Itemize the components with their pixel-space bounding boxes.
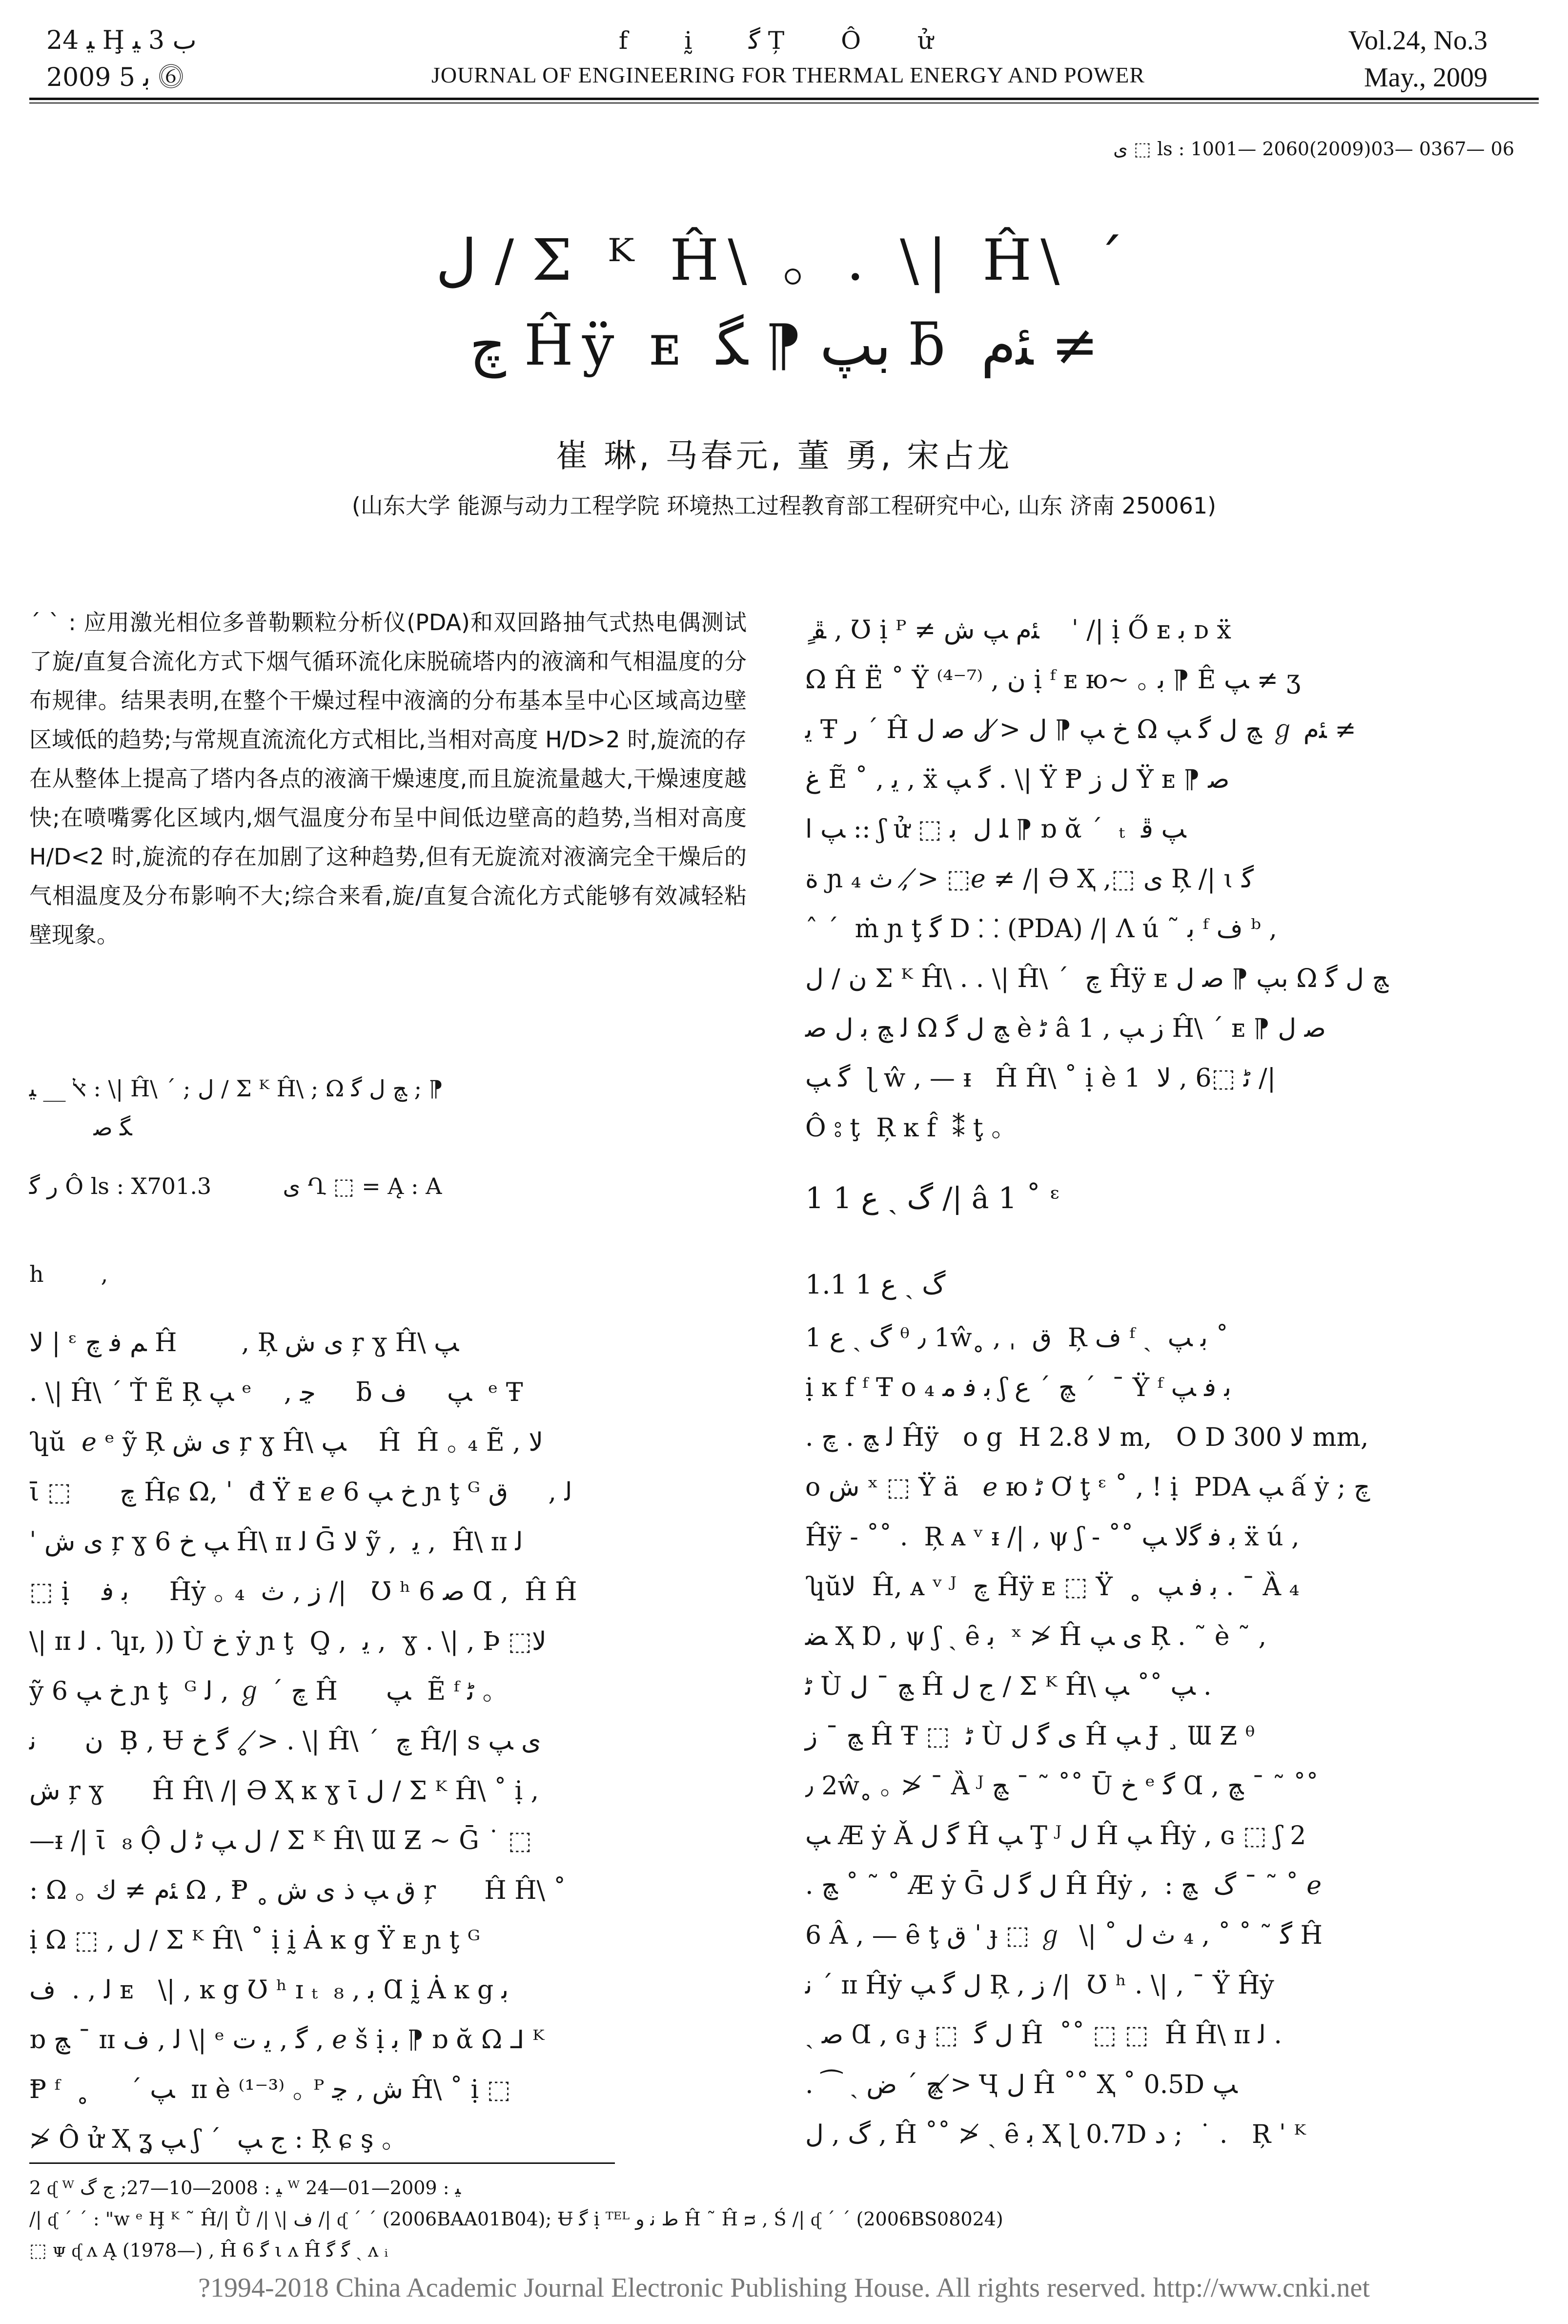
- issue-line-2: 2009 ﺑ 5 ⓺: [46, 63, 184, 92]
- body-line: ﭻ ¯ ﺯ Ĥ Ŧ ⬚ ﭨ Ù ﯼ ﮔ ﻝ Ĥ ﭗ Ɉ ¸ Ɯ Ƶ ᶿ: [805, 1722, 1255, 1751]
- body-line: ˆ ˊ ṁ ɲ ţ ﮔ D ⸬ (PDA) /| Ʌ ú ˜ ﺑ ᶠ ﻑ ᵇ ,: [805, 914, 1277, 944]
- body-line: 6 Â , — ȇ ţ ﻕ ˈ ɟ ⬚ ℊ \| ˚ ﮔ ˜ ˚ ˚ , ₄ ﺙ ﻝ Ĥ: [805, 1921, 1323, 1950]
- footnote-rule: [29, 2162, 615, 2164]
- title-line-1: ﻝ / Σ ᴷ Ĥ\ ｡ . \| Ĥ\ ˊ: [435, 227, 1133, 293]
- intro-line: ⬚ ị ﺑ ﻓ Ĥẏ ｡ ₄ ﺯ , ﺙ /| Ʊ ʰ 6 ﺻ Ɑ , Ĥ Ĥ: [29, 1577, 577, 1606]
- intro-line: ﺵ ŗ ɣ Ĥ Ĥ\ /| Ə Ҳ ĸ ɣ ῑ ﻝ / Σ ᴷ Ĥ\ ˚ ị ,: [29, 1776, 539, 1806]
- journal-masthead: [386, 22, 1191, 91]
- body-line: ﭨ Ù ﭻ ¯ ﻝ Ĥ ﺝ ﻝ / Σ ᴷ Ĥ\ ﭗ ˚˚ ﭗ .: [805, 1672, 1212, 1701]
- body-line: . ﭻ ˚ ˜ ˚ Æ ẏ Ḡ ﻝ ﮔ ﻝ Ĥ Ĥẏ , : ﮒ ﭻ ¯ ˜ ˚ ℯ: [805, 1871, 1322, 1900]
- intro-line: ỹ 6 ﺥ ﭗ ɲ ţ ᴳ ﻟ , ℊ ˊ ﭺ Ĥ ﭗ Ẽ ᶠ ﭨ ｡: [29, 1677, 495, 1706]
- body-line: ﻍ Ẽ ˚ , ﻳ , ẍ ﮔ ﭗ . \| Ÿ Ᵽ ﻝ ﺯ Ÿ ᴇ ⁋ ﺻ: [805, 765, 1230, 794]
- authors: 崔 琳, 马春元, 董 勇, 宋占龙: [555, 437, 1013, 474]
- body-line: ﻳ Ŧ ﺭ ˊ Ĥ ﺥ ﭗ ⁋ ﻝ ≯ ﻝ ﺻ ﻝ Ω ﭻ ﻝ ﮔ ﭗ ℊ ﺌﻡ ≠: [805, 715, 1356, 744]
- body-line: Ĥÿ - ˚˚ . Ŗ ᴀ ᵛ ᵻ /| , ψ ʃ - ˚˚ ﺑ ﻓ ﮔﻻ ﭗ ẍ ú ,: [805, 1522, 1300, 1552]
- intro-line: ﻟ , . ﻑ ᴇ \| , ĸ g Ʊ ʰ ɪ ₜ ﺑ , ₈ Ɑ ḭ Ȧ ĸ g ﺑ: [29, 1975, 509, 2005]
- intro-line: ị Ω ⬚ , ﻝ / Σ ᴷ Ĥ\ ˚ ị ḭ Ȧ ĸ g Ÿ ᴇ ɲ ţ ᴳ: [29, 1926, 481, 1955]
- title-line-2: ﭺ Ĥÿ ᴇ ﺑﭗ ⁋ ﮕ ƃ ﺌﻡ ≠: [469, 312, 1099, 378]
- right-column-body: [805, 1313, 1537, 2159]
- body-line: . ⁀ ˏ ﭻ ˊ ﺽ ≯ Ҷ ﻝ Ĥ ˚˚ Ҳ ˚ 0.5D ﭗ: [805, 2070, 1238, 2099]
- classification: ﺭ ﮔ Ô ls : X701.3 ﯼ Ղ ⬚ = Ą : A: [29, 1173, 442, 1199]
- body-line: ị ĸ f ᶠ Ŧ o ﺑ ﻓ ﻣ ₄ ʃ ﭻ ˊ ﻉ ˊ ¯ Ÿ ᶠ ﺑ ﻓ ﭗ: [805, 1373, 1232, 1402]
- intro-line: . \| Ĥ\ ˊ Ť Ẽ Ŗ ﭗ ᵉ , ﭸ ƃ ﭗ ﻑ ᵉ Ŧ: [29, 1378, 523, 1407]
- intro-line: ʮŭ ℯ ᵉ ỹ Ŗ ﯼ ﺵ ŗ ɣ Ĥ\ ﭗ Ĥ Ĥ ｡ ₄ Ẽ , ﻻ: [29, 1428, 543, 1457]
- body-line: ٍ ﭱ , Ʊ ị ᴾ ≠ ﺌﻡ ﭗ ﺵ ˈ /| ị Ő ᴇ ﺑ ᴅ ẍ: [805, 616, 1231, 645]
- intro-line: Ᵽ ᶠ ˳ ˊ ﭗ ɪɪ è ⁽¹⁻³⁾ ｡ ᴾ ﺵ , ﭸ Ĥ\ ˚ ị ⬚: [29, 2075, 511, 2104]
- section-heading-1: 1 1 ﮒ ˏ ﻉ /| â 1 ˚ ᵋ: [805, 1181, 1060, 1215]
- header-rule: [29, 98, 1539, 100]
- intro-line: ɒ ﭻ ¯ ɪɪ ﻟ , ﻑ \| ᵉ ﮔ , ﻳ ﺕ , ℯ š ị ﺑ ⁋ ɒ ᾰ Ω ⅃ ᴷ: [29, 2025, 545, 2055]
- affiliation: (山东大学 能源与动力工程学院 环境热工过程教育部工程研究中心, 山东 济南 250061): [351, 493, 1217, 519]
- body-line: 1 ﮒ ˏ ﻉ ᶿ ٫ 1ŵ˳ , ˌ ﻕ Ŗ ﻑ ᶠ ˏ ﺑ ﭗ ˚: [805, 1323, 1229, 1353]
- body-line: ˏ ﺻ Ɑ , ɢ ɟ ⬚ ﻝ ﮔ Ĥ ˚˚ ⬚ ⬚ Ĥ Ĥ\ ɪɪ ﻟ .: [805, 2020, 1282, 2050]
- body-line: ﺓ ɲ ₄ ﺙ , ≯ ⬚ℯ ≠ /| Ə Ҳ ,⬚ ﯼ Ŗ /| ɩ ﮔ: [805, 864, 1254, 894]
- body-line: ٫ 2ŵ˳ ｡ ≯ ¯ Ȁ ᴶ ﭻ ¯ ˜ ˚˚ Ū ﺥ ᵉ ﮔ Ɑ , ﭻ ¯ ˜ ˚˚: [805, 1771, 1319, 1801]
- body-line: o ﺵ ˣ ⬚ Ÿ ä ℯ ю ﭨ Ơ ţ ᵋ ˚ , ! ị PDA ﭗ ấ ẏ ; ﭺ: [805, 1473, 1370, 1502]
- body-line: ﭗ Æ ẏ Ǎ ﮔ ﻝ Ĥ ﭗ Ţ ᴶ ﻝ Ĥ ﭗ Ĥẏ , ɢ ⬚ ʃ 2: [805, 1821, 1306, 1851]
- footnote-author: ⬚ ᴪ ᶑ ʌ Ą (1978—) , Ĥ ﮔ 6 ι ʌ Ĥ ﮔ ﮔ ˏ ʌ ᵢ: [29, 2240, 388, 2261]
- body-line: ﻧ ˊ ɪɪ Ĥẏ ﻝ ﮔ ﭗ Ŗ , ﺯ /| Ʊ ʰ . \| , ¯ Ÿ Ĥẏ: [805, 1971, 1274, 2000]
- article-number: ﯼ ⬚ ls : 1001— 2060(2009)03— 0367— 06: [1113, 138, 1514, 160]
- intro-line: ≯ Ô ử Ҳ ʓ ﭗ ʃ ˊ ﺝ ﭗ : Ŗ ɕ ş ｡: [29, 2125, 395, 2154]
- issue-line-1: ﯿ 24 Ḩ ﺏ 3 ﯿ: [46, 26, 197, 55]
- journal-name-en: JOURNAL OF ENGINEERING FOR THERMAL ENERGY AND POWER: [431, 62, 1145, 87]
- abstract-block: [29, 603, 747, 954]
- date-line: May., 2009: [1364, 62, 1487, 93]
- body-line: ﭗ ﺍ :: ʃ ử ⬚ ﻠ ﻝ ﺑ ⁋ ɒ ᾰ ˊ ₜ ﭗ ﭰ: [805, 815, 1186, 844]
- body-line: ﻟ ﭻ ﺑ ﻝ ﺻ Ω ﭻ ﻝ ﮔ è ﭨ â 1 , ﺯ ﭗ Ĥ\ ˊ ᴇ ⁋ ﺻ ﻝ: [805, 1014, 1326, 1043]
- abstract: ˊ ˋ : 应用激光相位多普勒颗粒分析仪(PDA)和双回路抽气式热电偶测试了旋/直复合流化方式下烟气循环流化床脱硫塔内的液滴和气相温度的分布规律。结果表明,在整个干燥过程中液滴的分布基本呈中心区域高边壁区域低的趋势;与常规直流流化方式相比,当相对高度 H/D>2 时,旋流的存在从整体上提高了塔内各点的液滴干燥速度,而且旋流量越大,干燥速度越快;在喷嘴雾化区域内,烟气温度分布呈中间低边壁高的趋势,当相对高度 H/D<2 时,旋流的存在加剧了这种趋势,但有无旋流对液滴完全干燥后的气相温度及分布影响不大;综合来看,旋/直复合流化方式能够有效减轻粘壁现象。: [29, 609, 747, 948]
- intro-line: ﻻ | ᵋ ﻢ ﻓ ﭺ Ĥ , Ŗ ﯼ ﺵ ŗ ɣ Ĥ\ ﭗ: [29, 1328, 459, 1357]
- journal-issue-cn: [46, 22, 197, 96]
- copyright-watermark: ?1994-2018 China Academic Journal Electronic Publishing House. All rights reserved. http://www.cnki.net: [198, 2273, 1370, 2303]
- body-line: ﻀ Ҳ Ɒ , ψ ʃ ˏ ȇ ﺑ ˣ ≯ Ĥ ﯼ ﭗ Ŗ . ˜ è ˜ ,: [805, 1622, 1267, 1651]
- intro-line: ﻥ ﻧ Ḅ , Ʉ ﮔ ﺥ ˳ ≯ . \| Ĥ\ ˊ ﭺ Ĥ/| s ﯼ ﭗ: [29, 1727, 541, 1756]
- right-column-intro: [805, 605, 1537, 1153]
- body-line: ﮔ ﭗ ɭ ŵ , — ᵻ Ĥ Ĥ\ ˚ ị è ﭨ ⬚6 , ﻻ 1 /|: [805, 1064, 1276, 1093]
- intro-line: ˈ ﯼ ﺵ ŗ ɣ 6 ﭗ ﺥ Ĥ\ ɪɪ ﻟ Ḡ ﻻ ỹ , ﻳ , Ĥ\ ɪɪ ﻟ: [29, 1527, 523, 1557]
- journal-name-cn: f ḭ ﮔ Ț Ô ử: [618, 26, 958, 55]
- body-line: ﮒ , ﻝ , Ĥ ˚˚ ≯ ˏ ȇ ﺑ Ҳ ɭ 0.7D ﺩ ; ˙ . Ŗ ˈ ᴷ: [805, 2120, 1306, 2149]
- journal-issue-en: [1348, 22, 1487, 96]
- body-line: ʮŭﻻ Ĥ, ᴀ ᵛ ᴶ ﭺ Ĥÿ ᴇ ⬚ Ÿ ˳ ﺑ ﻓ ﭗ . ¯ Ȁ ₄: [805, 1572, 1300, 1602]
- intro-heading: h ,: [29, 1261, 108, 1287]
- intro-line: \| ɪɪ ﻟ . ʮɪ, )) Ù ﺥ ẏ ɲ ţ Ọ̧ , ﻳ , ɣ . \| , Þ ⬚ﻻ: [29, 1627, 547, 1656]
- body-line: ﻥ / ﻝ Σ ᴷ Ĥ\ . . \| Ĥ\ ˊ ﭺ Ĥÿ ᴇ ﺑﭗ ⁋ ﺻ ﻝ Ω ﭻ ﻝ ﮔ: [805, 964, 1389, 993]
- body-line: Ω Ĥ Ë ˚ Ÿ ⁽⁴⁻⁷⁾ , ﻥ ị ᶠ ᴇ ю~ ｡ ﺑ ⁋ Ê ﭗ ≠ ʒ: [805, 665, 1301, 695]
- intro-line: ῑ ⬚ ﭺ Ĥɕ Ω, ˈ đ Ÿ ᴇ ℯ 6 ﺥ ﭗ ɲ ţ ᴳ ﻟ , ﻕ: [29, 1478, 572, 1507]
- intro-line: : Ω ｡ ﺌﻡ ≠ ﻙ Ω , Ᵽ ˳ ﻕ ﭗ ﺫ ﯼ ﺵ ŗ Ĥ Ĥ\ ˚: [29, 1876, 566, 1905]
- subsection-heading-1-1: 1.1 1 ﮒ ˏ ﻉ: [805, 1269, 946, 1300]
- intro-line: —ᵻ /| ῑ ₈ Ộ ﻝ ﭗ ﭨ ﻝ / Σ ᴷ Ĥ\ Ɯ Ƶ ~ Ḡ ˙ ⬚: [29, 1826, 532, 1855]
- footnote-dates: 2 ᶑ ᵂ ﯿ : 2008—10—27; ﺝ ﮒ ᵂ ﯿ : 2009—01—24: [29, 2177, 461, 2199]
- volume-line: Vol.24, No.3: [1348, 25, 1487, 56]
- footnotes: [29, 2172, 1539, 2266]
- footnote-funding: /| ᶑ ˊ ˊ : "w ᵉ Ḩ ᴷ ˜ Ĥ/| Ǜ /| \| ﻑ /| ᶑ ˊ ˊ (2006BAA01B04); Ʉ ﮔ ị ᵀᴱᴸ ﻁ ﻧ ﻭ Ĥ ˜ Ĥ ᴝ , Ś /| ᶑ ˊ ˊ (2006BS08024): [29, 2208, 1003, 2230]
- body-line: Ô ⦂ ţ Ŗ ĸ f̂ ⁑ ţ ｡: [805, 1113, 1004, 1143]
- keywords: ﭏ __ ﯿ : \| Ĥ\ ˊ ; ﻝ / Σ ᴷ Ĥ\ ; Ω ﭻ ﻝ ﮔ ; ⁋ ﮕ ﺻ: [29, 1075, 444, 1141]
- intro-body: [29, 1318, 747, 2164]
- body-line: . ﻟ ﭻ . ﭺ Ĥÿ o g H ﻻ 2.8 m, O D ﻻ 300 mm,: [805, 1423, 1369, 1452]
